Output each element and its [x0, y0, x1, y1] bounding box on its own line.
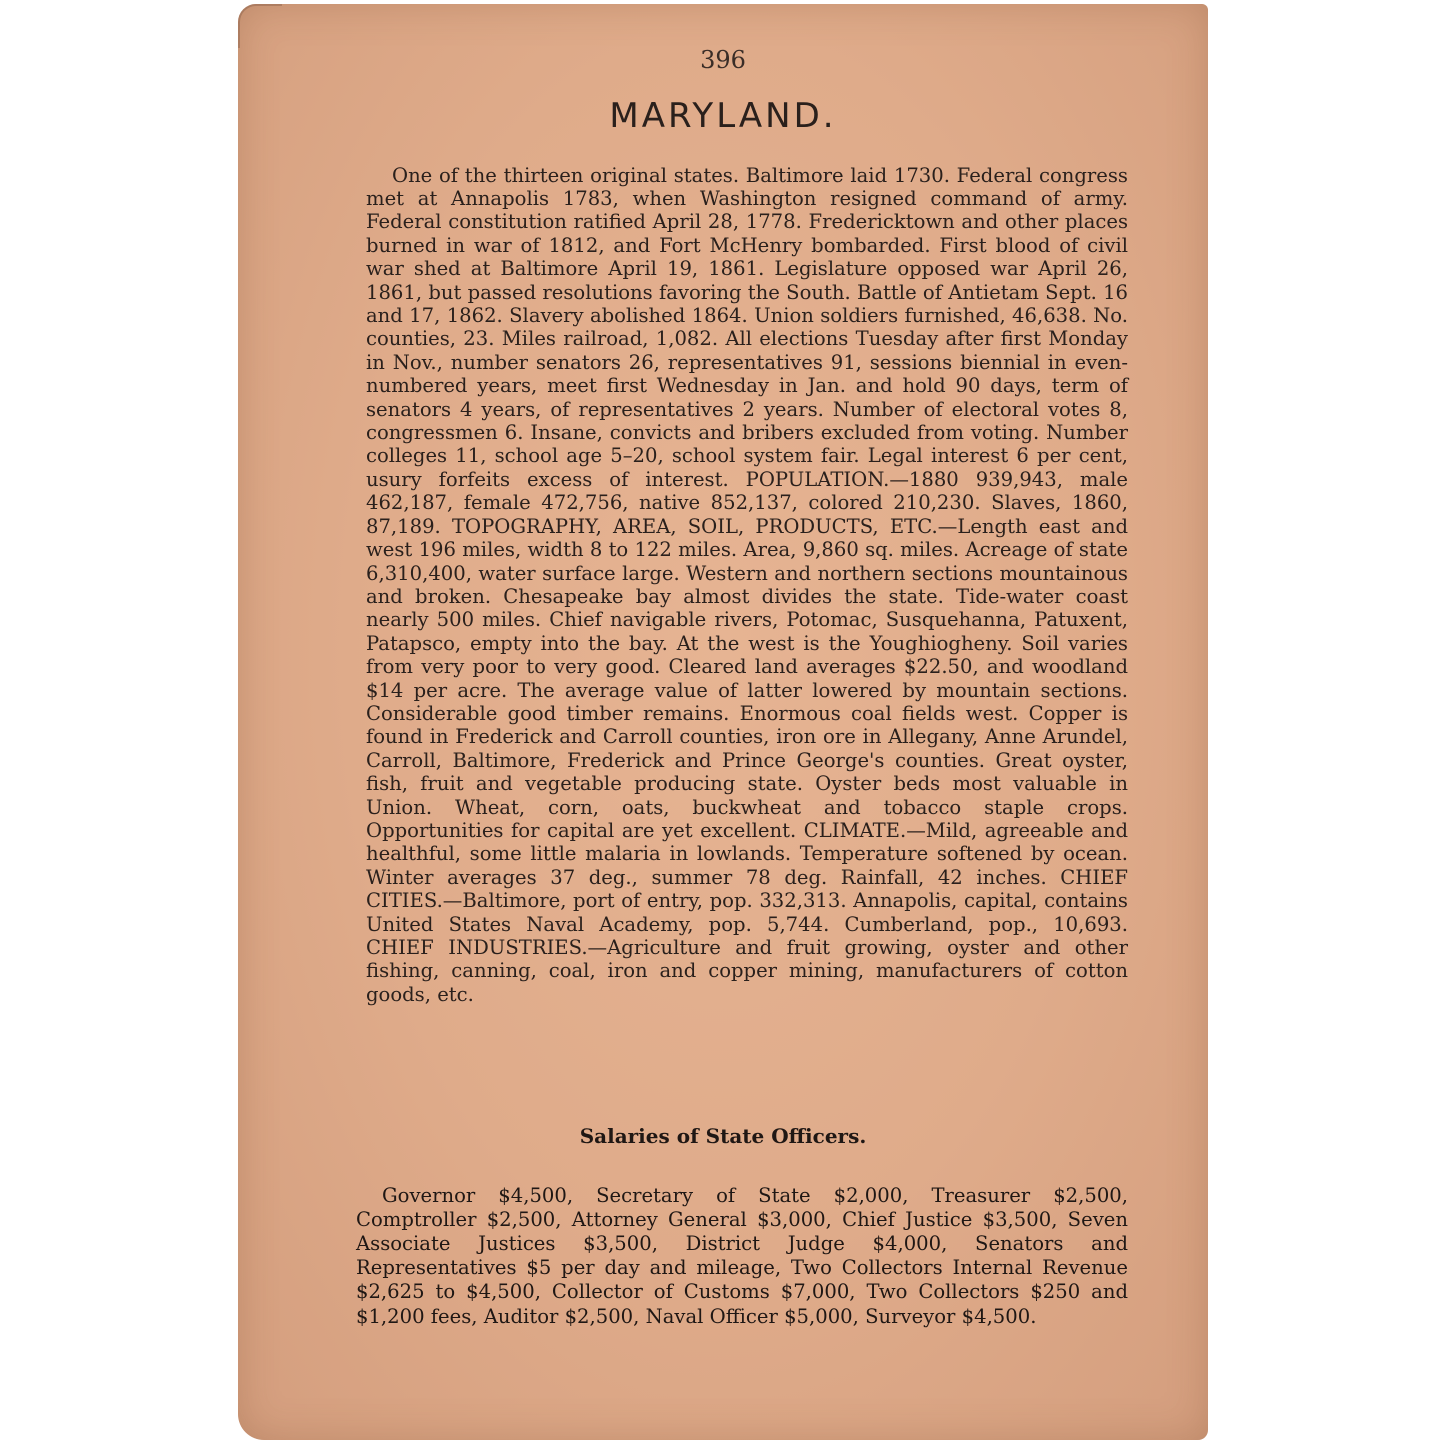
page-title: MARYLAND. [609, 96, 837, 136]
state-description-paragraph: One of the thirteen original states. Baltimore laid 1730. Federal congress met at Annapolis 1783, when Washington resigned command of army. Federal constitution ratified April 28, 1778. Fredericktown and other places burned in war of 1812, and Fort McHenry bombarded. First blood of civil war shed at Baltimore April 19, 1861. Legislature opposed war April 26, 1861, but passed resolutions favoring the South. Battle of Antietam Sept. 16 and 17, 1862. Slavery abolished 1864. Union soldiers furnished, 46,638. No. counties, 23. Miles railroad, 1,082. All elections Tuesday after first Monday in Nov., number senators 26, representatives 91, sessions biennial in even-numbered years, meet first Wednesday in Jan. and hold 90 days, term of senators 4 years, of representatives 2 years. Number of electoral votes 8, congressmen 6. Insane, convicts and bribers excluded from voting. Number colleges 11, school age 5–20, school system fair. Legal interest 6 per cent, usury forfeits excess of interest. POPULATION.—1880 939,943, male 462,187, female 472,756, native 852,137, colored 210,230. Slaves, 1860, 87,189. TOPOGRAPHY, AREA, SOIL, PRODUCTS, ETC.—Length east and west 196 miles, width 8 to 122 miles. Area, 9,860 sq. miles. Acreage of state 6,310,400, water surface large. Western and northern sections mountainous and broken. Chesapeake bay almost divides the state. Tide-water coast nearly 500 miles. Chief navigable rivers, Potomac, Susquehanna, Patuxent, Patapsco, empty into the bay. At the west is the Youghiogheny. Soil varies from very poor to very good. Cleared land averages $22.50, and woodland $14 per acre. The average value of latter lowered by mountain sections. Considerable good timber remains. Enormous coal fields west. Copper is found in Frederick and Carroll counties, iron ore in Allegany, Anne Arundel, Carroll, Baltimore, Frederick and Prince George's counties. Great oyster, fish, fruit and vegetable producing state. Oyster beds most valuable in Union. Wheat, corn, oats, buckwheat and tobacco staple crops. Opportunities for capital are yet excellent. CLIMATE.—Mild, agreeable and healthful, some little malaria in lowlands. Temperature softened by ocean. Winter averages 37 deg., summer 78 deg. Rainfall, 42 inches. CHIEF CITIES.—Baltimore, port of entry, pop. 332,313. Annapolis, capital, contains United States Naval Academy, pop. 5,744. Cumberland, pop., 10,693. CHIEF INDUSTRIES.—Agriculture and fruit growing, oyster and other fishing, canning, coal, iron and copper mining, manufacturers of cotton goods, etc. [366, 163, 1128, 1006]
salaries-paragraph: Governor $4,500, Secretary of State $2,000, Treasurer $2,500, Comptroller $2,500, Attorney General $3,000, Chief Justice $3,500, Seven Associate Justices $3,500, District Judge $4,000, Senators and Representatives $5 per day and mileage, Two Collectors Internal Revenue $2,625 to $4,500, Collector of Customs $7,000, Two Collectors $250 and $1,200 fees, Auditor $2,500, Naval Officer $5,000, Surveyor $4,500. [356, 1183, 1128, 1328]
page-corner-fold [238, 4, 282, 48]
salaries-heading: Salaries of State Officers. [579, 1124, 867, 1148]
book-page [238, 4, 1208, 1440]
page-number: 396 [700, 46, 746, 74]
